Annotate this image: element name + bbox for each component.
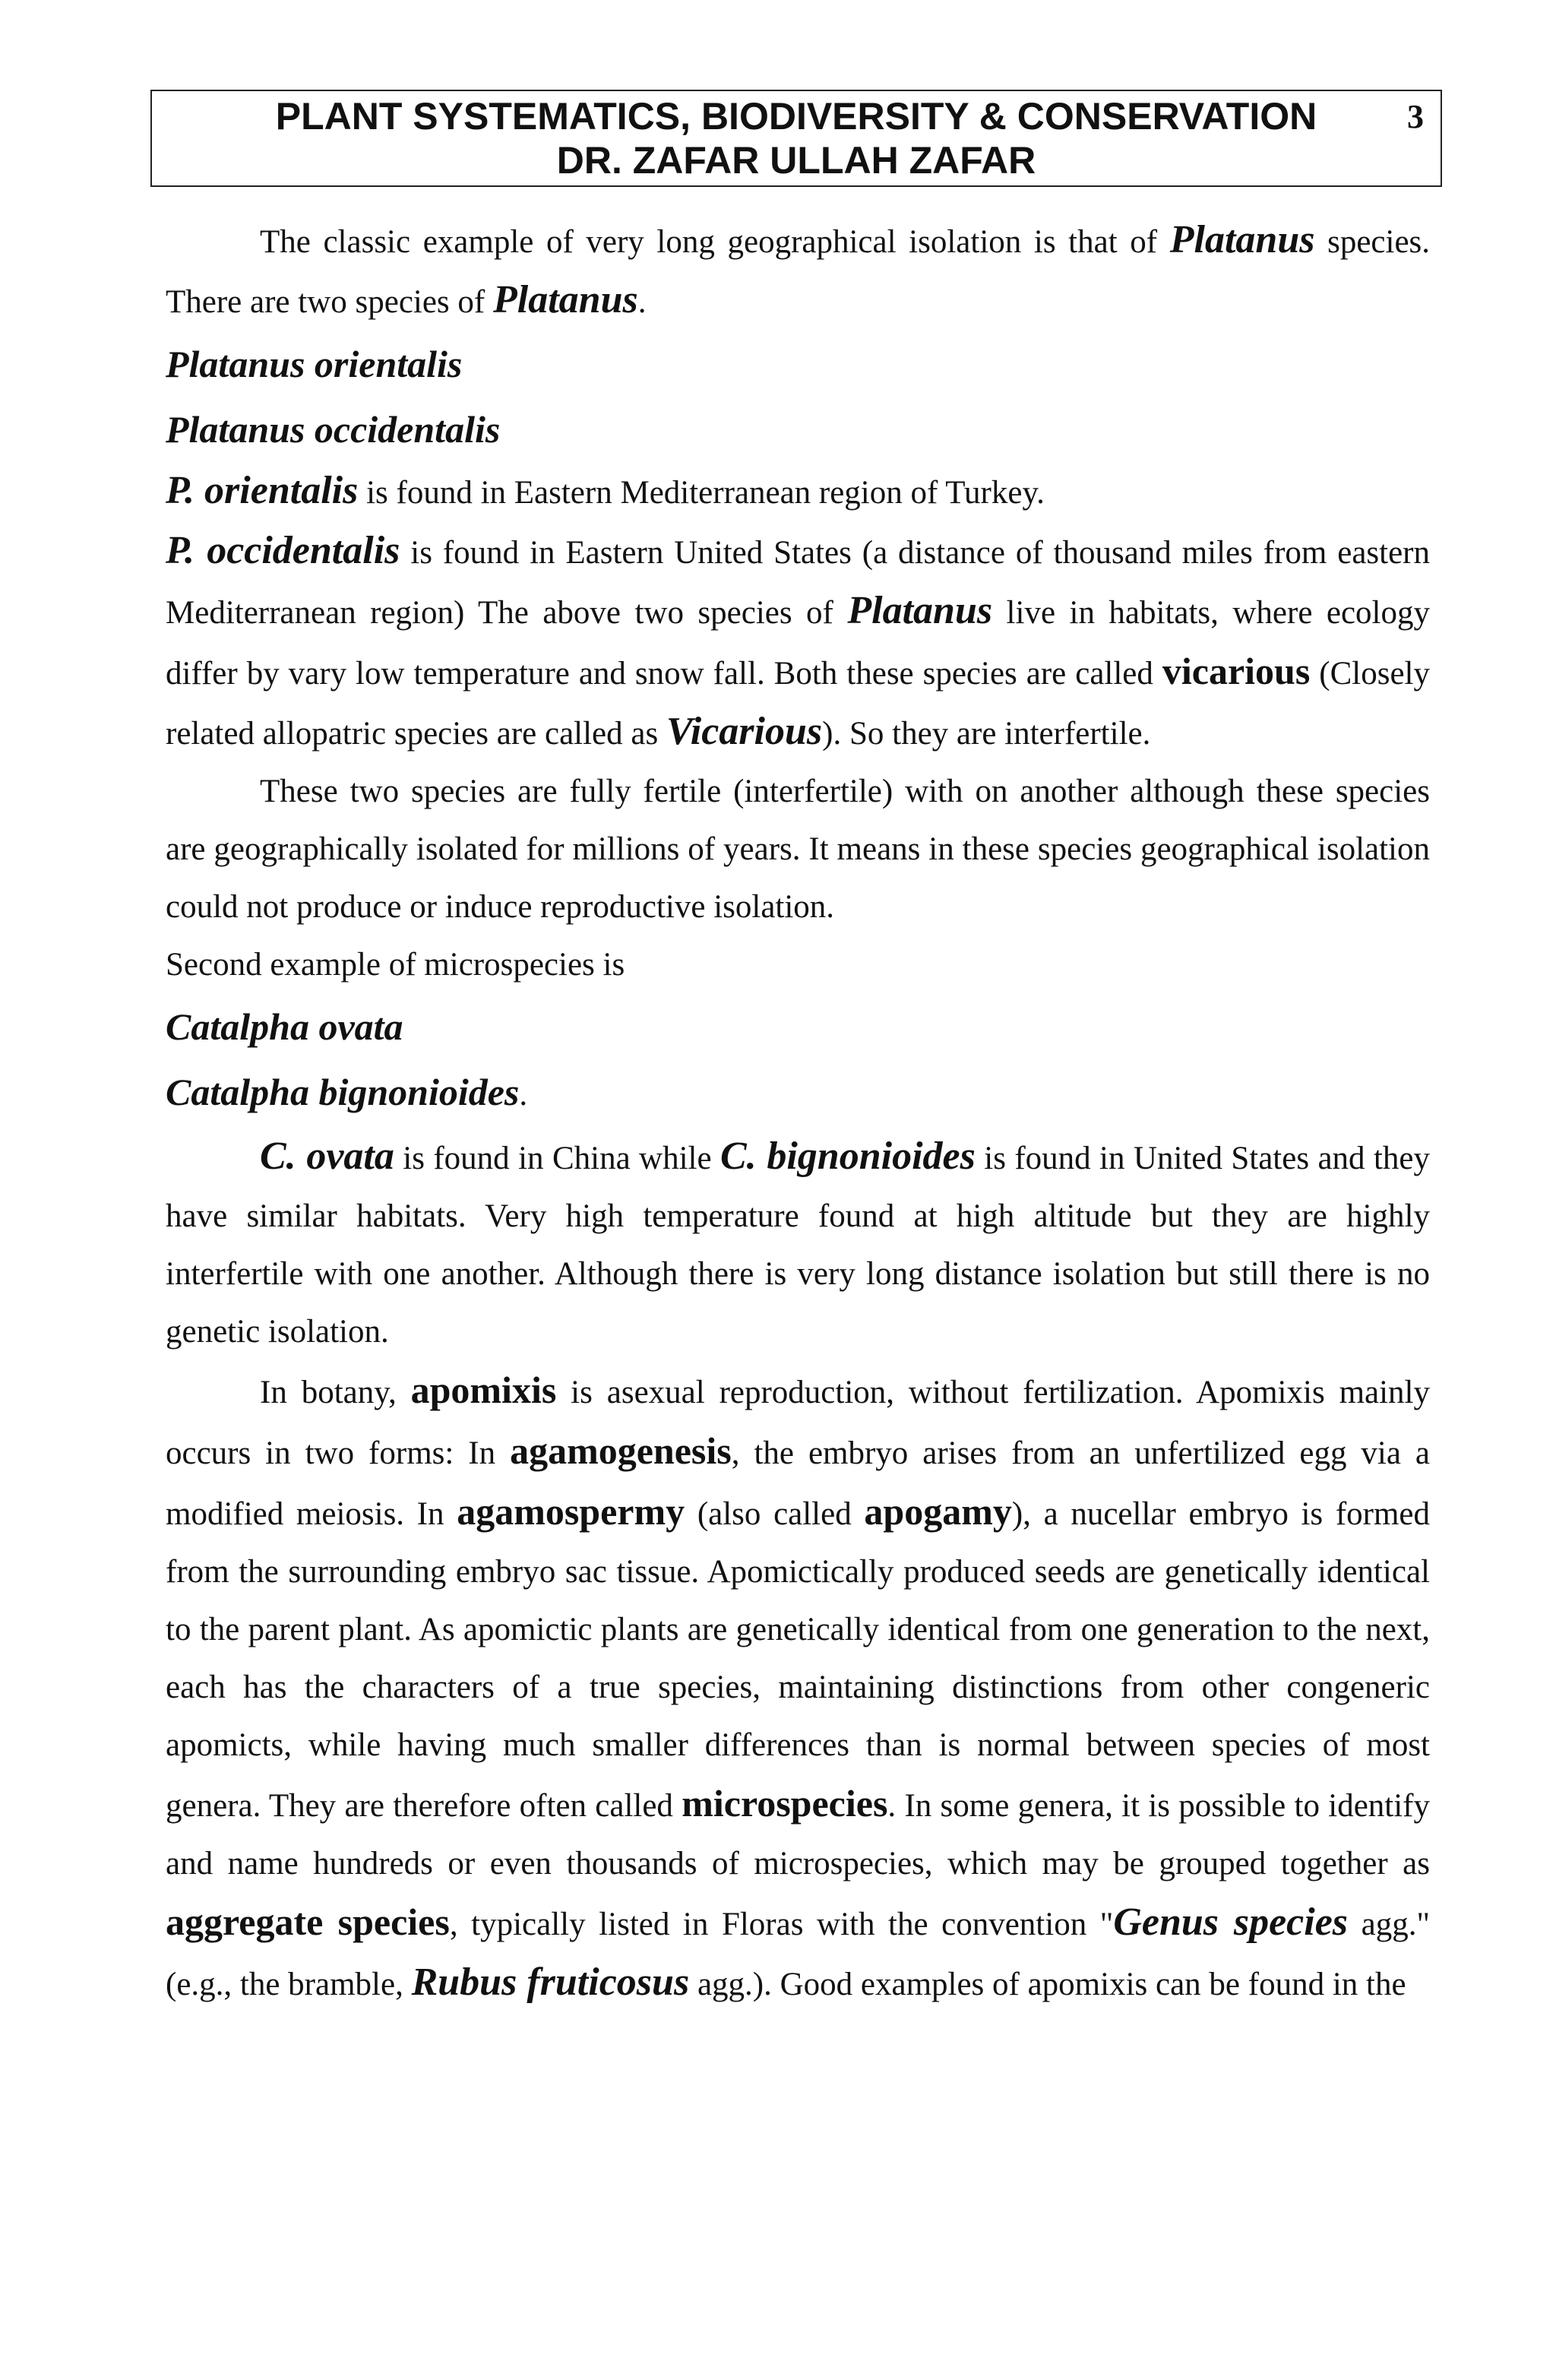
species-heading-row bbox=[166, 1059, 1430, 1128]
paragraph-orientalis bbox=[166, 462, 1430, 522]
page-header bbox=[150, 90, 1442, 187]
text: . bbox=[637, 284, 647, 320]
term-aggregate-species: aggregate species bbox=[166, 1901, 450, 1943]
paragraph-second-example: Second example of microspecies is bbox=[166, 947, 625, 983]
text: . In some genera, it is possible to identify and name hundreds or even thousands of microspecies, which may be grouped together as bbox=[166, 1788, 1430, 1882]
text: , the embryo arises from an unfertilized egg via a modified meiosis. In bbox=[166, 1435, 1430, 1532]
species-heading: Catalpha bignonioides bbox=[166, 1071, 520, 1113]
text: is found in United States and they have similar habitats. Very high temperature found at high altitude but they are highly interfertile with one another. Although there is very long distance isolation but still there is no genetic isolation. bbox=[166, 1141, 1430, 1350]
text: (Closely related allopatric species are called as bbox=[166, 656, 1431, 752]
header-title: PLANT SYSTEMATICS, BIODIVERSITY & CONSERVATION bbox=[275, 95, 1317, 138]
species-heading: Catalpha ovata bbox=[166, 1005, 403, 1048]
text: The classic example of very long geographical isolation is that of bbox=[260, 224, 1170, 260]
text: , typically listed in Floras with the convention " bbox=[449, 1907, 1114, 1942]
text: live in habitats, where ecology differ by vary low temperature and snow fall. Both these species are called bbox=[166, 595, 1430, 692]
taxon-platanus: Platanus bbox=[1169, 218, 1315, 261]
taxon-p-orientalis: P. orientalis bbox=[166, 469, 359, 512]
paragraph-occidentalis bbox=[166, 522, 1430, 763]
text: is asexual reproduction, without fertilization. Apomixis mainly occurs in two forms: In bbox=[166, 1375, 1430, 1471]
document-body bbox=[166, 211, 1430, 2014]
term-vicarious-italic: Vicarious bbox=[666, 710, 823, 753]
text: is found in Eastern United States (a distance of thousand miles from eastern Mediterranean region) The above two species of bbox=[166, 535, 1430, 631]
page-number: 3 bbox=[1407, 98, 1424, 135]
term-genus-species: Genus species bbox=[1113, 1901, 1349, 1944]
term-agamospermy: agamospermy bbox=[457, 1490, 685, 1533]
text: ). So they are interfertile. bbox=[822, 716, 1151, 752]
text: (also called bbox=[685, 1496, 865, 1532]
text: In botany, bbox=[260, 1375, 411, 1410]
term-microspecies: microspecies bbox=[682, 1782, 888, 1825]
text: agg.). Good examples of apomixis can be found in the bbox=[689, 1967, 1406, 2002]
term-agamogenesis: agamogenesis bbox=[510, 1429, 732, 1472]
text: ), a nucellar embryo is formed from the surrounding embryo sac tissue. Apomictically produced seeds are genetically identical to the parent plant. As apomictic plants are genetically identical from one generation to the next, each has the characters of a true species, maintaining distinctions from other congeneric apomicts, while having much smaller differences than is normal between species of most genera. They are therefore often called bbox=[166, 1496, 1430, 1824]
taxon-rubus-fruticosus: Rubus fruticosus bbox=[411, 1961, 690, 2004]
paragraph-apomixis bbox=[166, 1361, 1430, 2014]
text: species. There are two species of bbox=[166, 224, 1431, 320]
taxon-platanus: Platanus bbox=[847, 589, 993, 632]
taxon-platanus: Platanus bbox=[493, 278, 638, 321]
text: agg." (e.g., the bramble, bbox=[166, 1907, 1430, 2002]
paragraph-interfertile: These two species are fully fertile (interfertile) with on another although these species are geographically isolated for millions of years. It means in these species geographical isolation could not produce or induce reproductive isolation. bbox=[166, 774, 1430, 925]
text: . bbox=[519, 1077, 528, 1112]
taxon-c-bignonioides: C. bignonioides bbox=[720, 1135, 976, 1178]
text: is found in Eastern Mediterranean region of Turkey. bbox=[358, 475, 1045, 511]
species-heading: Platanus occidentalis bbox=[166, 408, 501, 451]
header-author: DR. ZAFAR ULLAH ZAFAR bbox=[556, 139, 1036, 182]
taxon-c-ovata: C. ovata bbox=[260, 1135, 394, 1178]
text: is found in China while bbox=[394, 1141, 720, 1176]
term-apogamy: apogamy bbox=[864, 1490, 1012, 1533]
paragraph-catalpha bbox=[166, 1128, 1430, 1361]
term-apomixis: apomixis bbox=[410, 1369, 557, 1411]
paragraph-platanus-intro bbox=[166, 211, 1430, 331]
species-heading: Platanus orientalis bbox=[166, 343, 463, 385]
taxon-p-occidentalis: P. occidentalis bbox=[166, 529, 400, 572]
term-vicarious: vicarious bbox=[1162, 650, 1311, 692]
